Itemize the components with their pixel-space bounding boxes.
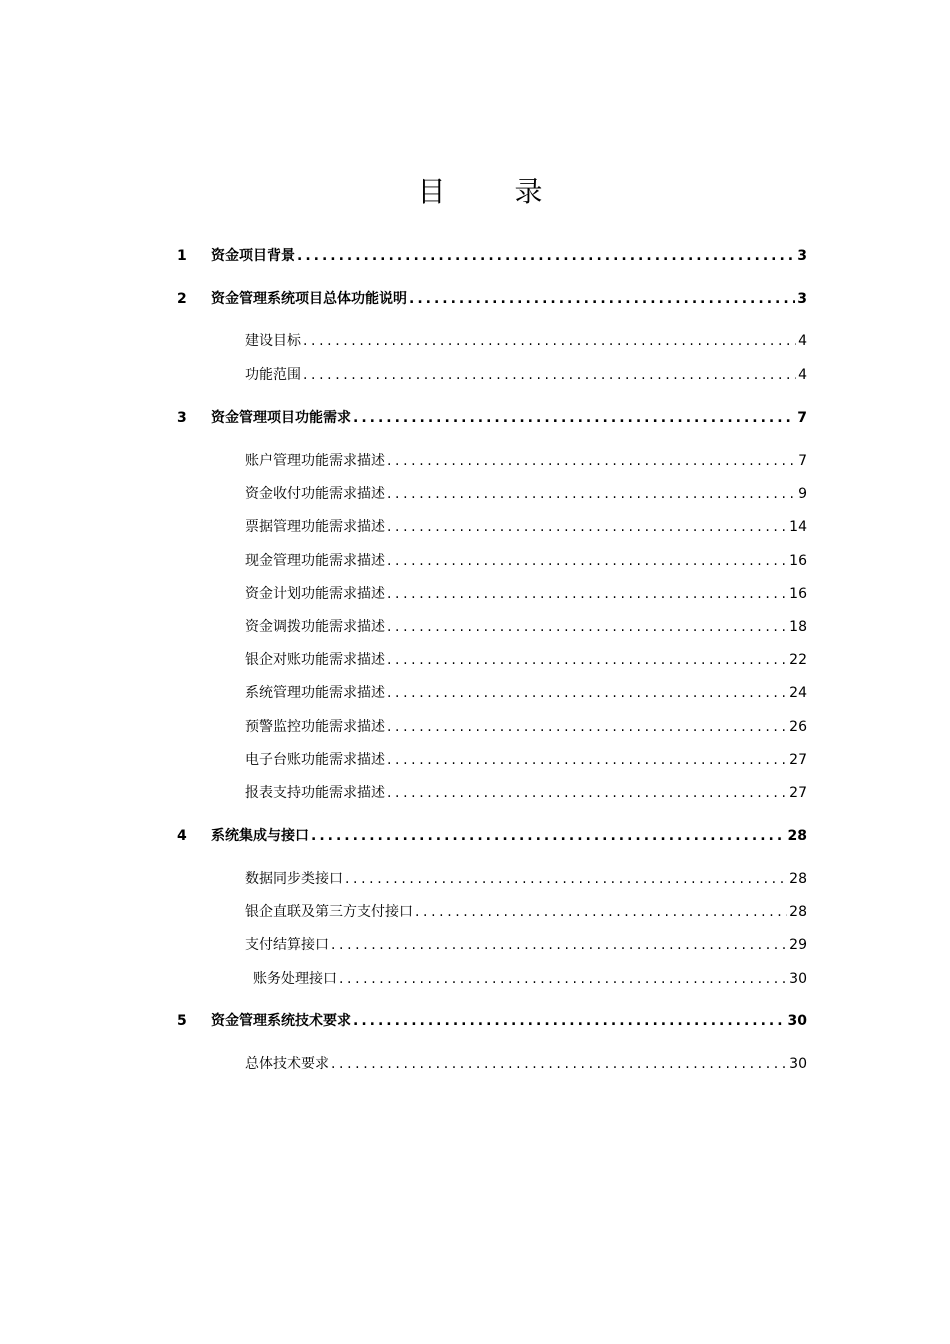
toc-leader-dots <box>339 968 787 990</box>
toc-entry[interactable] <box>177 825 807 847</box>
toc-entry-number: 2 <box>177 291 187 307</box>
toc-entry-text: 数据同步类接口 <box>245 871 343 887</box>
toc-leader-dots <box>387 782 787 804</box>
toc-subentry[interactable] <box>245 682 807 704</box>
toc-entry-page: 3 <box>797 248 807 264</box>
toc-entry-number: 1 <box>177 248 187 264</box>
toc-entry-page: 30 <box>789 1056 807 1072</box>
toc-entry-page: 22 <box>789 652 807 668</box>
toc-subentry[interactable] <box>245 483 807 505</box>
toc-entry-page: 27 <box>789 752 807 768</box>
toc-leader-dots <box>387 716 787 738</box>
toc-subentry[interactable] <box>245 782 807 804</box>
toc-entry-page: 9 <box>798 486 807 502</box>
toc-subentry[interactable] <box>245 450 807 472</box>
toc-entry-text: 资金管理系统技术要求 <box>211 1013 351 1029</box>
toc-entry-page: 26 <box>789 719 807 735</box>
toc-subentry[interactable] <box>245 583 807 605</box>
toc-entry-text: 资金管理系统项目总体功能说明 <box>211 291 407 307</box>
toc-leader-dots <box>387 583 787 605</box>
toc-entry-text: 系统管理功能需求描述 <box>245 685 385 701</box>
toc-entry-page: 4 <box>798 333 807 349</box>
toc-entry-text: 资金管理项目功能需求 <box>211 410 351 426</box>
toc-entry-page: 29 <box>789 937 807 953</box>
toc-entry-page: 30 <box>787 1013 807 1029</box>
toc-entry-page: 28 <box>789 904 807 920</box>
toc-entry-text: 预警监控功能需求描述 <box>245 719 385 735</box>
toc-leader-dots <box>387 682 787 704</box>
toc-entry-text: 系统集成与接口 <box>211 828 309 844</box>
toc-entry-text: 总体技术要求 <box>245 1056 329 1072</box>
toc-entry-page: 28 <box>789 871 807 887</box>
toc-entry-number: 4 <box>177 828 187 844</box>
toc-subentry[interactable] <box>245 1053 807 1075</box>
toc-entry-number: 5 <box>177 1013 187 1029</box>
toc-title: 目 录 <box>417 175 573 208</box>
toc-subentry[interactable] <box>245 649 807 671</box>
toc-entry-text: 资金收付功能需求描述 <box>245 486 385 502</box>
toc-leader-dots <box>353 407 795 429</box>
toc-entry-page: 28 <box>787 828 807 844</box>
toc-subentry[interactable] <box>245 516 807 538</box>
toc-subentry[interactable] <box>245 364 807 386</box>
toc-entry-number: 3 <box>177 410 187 426</box>
toc-subentry[interactable] <box>245 330 807 352</box>
toc-leader-dots <box>297 245 795 267</box>
toc-entry-text: 功能范围 <box>245 367 301 383</box>
toc-subentry[interactable] <box>245 934 807 956</box>
toc-leader-dots <box>345 868 787 890</box>
toc-entry-text: 资金项目背景 <box>211 248 295 264</box>
toc-leader-dots <box>387 483 796 505</box>
toc-entry-text: 建设目标 <box>245 333 301 349</box>
toc-leader-dots <box>387 616 787 638</box>
toc-subentry[interactable] <box>245 616 807 638</box>
toc-entry[interactable] <box>177 245 807 267</box>
toc-leader-dots <box>311 825 786 847</box>
toc-leader-dots <box>387 550 787 572</box>
toc-entry-text: 票据管理功能需求描述 <box>245 519 385 535</box>
toc-leader-dots <box>303 364 796 386</box>
toc-entry-page: 3 <box>797 291 807 307</box>
toc-entry-text: 报表支持功能需求描述 <box>245 785 385 801</box>
toc-entry-text: 银企直联及第三方支付接口 <box>245 904 413 920</box>
toc-entry-page: 14 <box>789 519 807 535</box>
toc-entry-page: 24 <box>789 685 807 701</box>
toc-entry-page: 16 <box>789 553 807 569</box>
toc-entry-text: 账务处理接口 <box>253 971 337 987</box>
toc-leader-dots <box>387 749 787 771</box>
toc-subentry[interactable] <box>245 868 807 890</box>
toc-entry-text: 资金计划功能需求描述 <box>245 586 385 602</box>
toc-entry-page: 4 <box>798 367 807 383</box>
toc-leader-dots <box>387 450 796 472</box>
toc-leader-dots <box>331 934 787 956</box>
toc-entry-text: 账户管理功能需求描述 <box>245 453 385 469</box>
toc-leader-dots <box>387 649 787 671</box>
toc-entry-page: 7 <box>797 410 807 426</box>
toc-entry[interactable] <box>177 288 807 310</box>
toc-entry-page: 27 <box>789 785 807 801</box>
toc-leader-dots <box>331 1053 787 1075</box>
toc-entry[interactable] <box>177 1010 807 1032</box>
toc-subentry[interactable] <box>245 901 807 923</box>
toc-entry-page: 16 <box>789 586 807 602</box>
toc-leader-dots <box>303 330 796 352</box>
toc-leader-dots <box>415 901 787 923</box>
toc-subentry[interactable] <box>245 749 807 771</box>
toc-subentry[interactable] <box>245 550 807 572</box>
toc-entry[interactable] <box>177 407 807 429</box>
toc-entry-text: 资金调拨功能需求描述 <box>245 619 385 635</box>
toc-entry-text: 现金管理功能需求描述 <box>245 553 385 569</box>
toc-entry-page: 18 <box>789 619 807 635</box>
toc-entry-page: 7 <box>798 453 807 469</box>
toc-entry-page: 30 <box>789 971 807 987</box>
toc-entry-text: 电子台账功能需求描述 <box>245 752 385 768</box>
toc-leader-dots <box>387 516 787 538</box>
toc-leader-dots <box>353 1010 786 1032</box>
toc-entry-text: 银企对账功能需求描述 <box>245 652 385 668</box>
toc-subentry[interactable] <box>245 716 807 738</box>
toc-entry-text: 支付结算接口 <box>245 937 329 953</box>
toc-leader-dots <box>409 288 795 310</box>
toc-subentry[interactable] <box>253 968 807 990</box>
